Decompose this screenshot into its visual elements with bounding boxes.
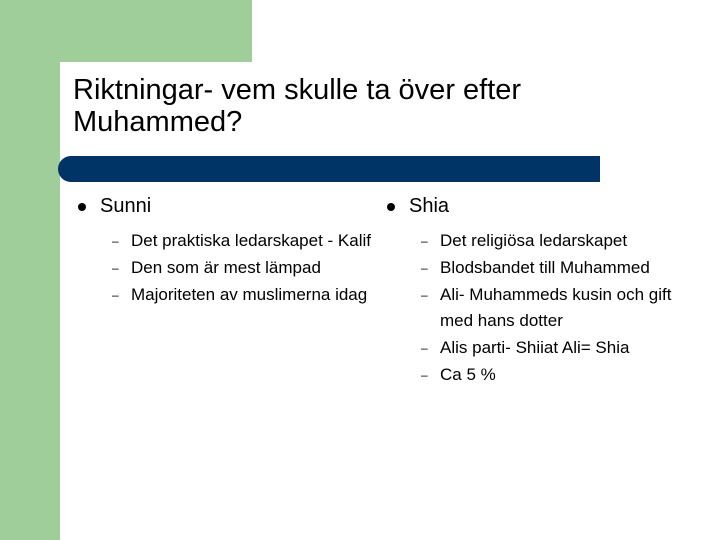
list-item-text: Majoriteten av muslimerna idag: [131, 285, 368, 304]
shia-sublist: [385, 228, 685, 388]
list-item: [76, 255, 376, 281]
dash-bullet-icon: –: [112, 234, 119, 248]
list-item: [385, 255, 685, 281]
list-item: [76, 282, 376, 308]
dash-bullet-icon: –: [421, 341, 428, 355]
list-item-text: Blodsbandet till Muhammed: [440, 258, 650, 277]
dash-bullet-icon: –: [112, 288, 119, 302]
dash-bullet-icon: –: [421, 261, 428, 275]
list-item: [385, 282, 685, 334]
list-item-text: Ca 5 %: [440, 365, 496, 384]
list-item-text: Det religiösa ledarskapet: [440, 231, 628, 250]
list-item-text: Det praktiska ledarskapet - Kalif: [131, 231, 371, 250]
title-divider-bar: [58, 156, 600, 182]
sunni-column: [76, 193, 376, 309]
sunni-heading-item: [76, 193, 376, 219]
list-item: [385, 335, 685, 361]
list-item-text: Ali- Muhammeds kusin och gift med hans dotter: [440, 285, 672, 330]
shia-heading: Shia: [409, 195, 450, 217]
list-item: [385, 362, 685, 388]
dash-bullet-icon: –: [421, 368, 428, 382]
list-item: [76, 228, 376, 254]
sunni-heading: Sunni: [100, 195, 152, 217]
dash-bullet-icon: –: [421, 288, 428, 302]
bullet-dot-icon: [387, 203, 395, 211]
dash-bullet-icon: –: [421, 234, 428, 248]
accent-block-top: [60, 0, 252, 62]
dash-bullet-icon: –: [112, 261, 119, 275]
shia-column: [385, 193, 685, 389]
list-item: [385, 228, 685, 254]
list-item-text: Den som är mest lämpad: [131, 258, 321, 277]
slide-title: Riktningar- vem skulle ta över efter Muhammed?: [73, 74, 522, 138]
accent-bar-left: [0, 0, 60, 540]
bullet-dot-icon: [78, 203, 86, 211]
list-item-text: Alis parti- Shiiat Ali= Shia: [440, 338, 630, 357]
shia-heading-item: [385, 193, 685, 219]
sunni-sublist: [76, 228, 376, 308]
